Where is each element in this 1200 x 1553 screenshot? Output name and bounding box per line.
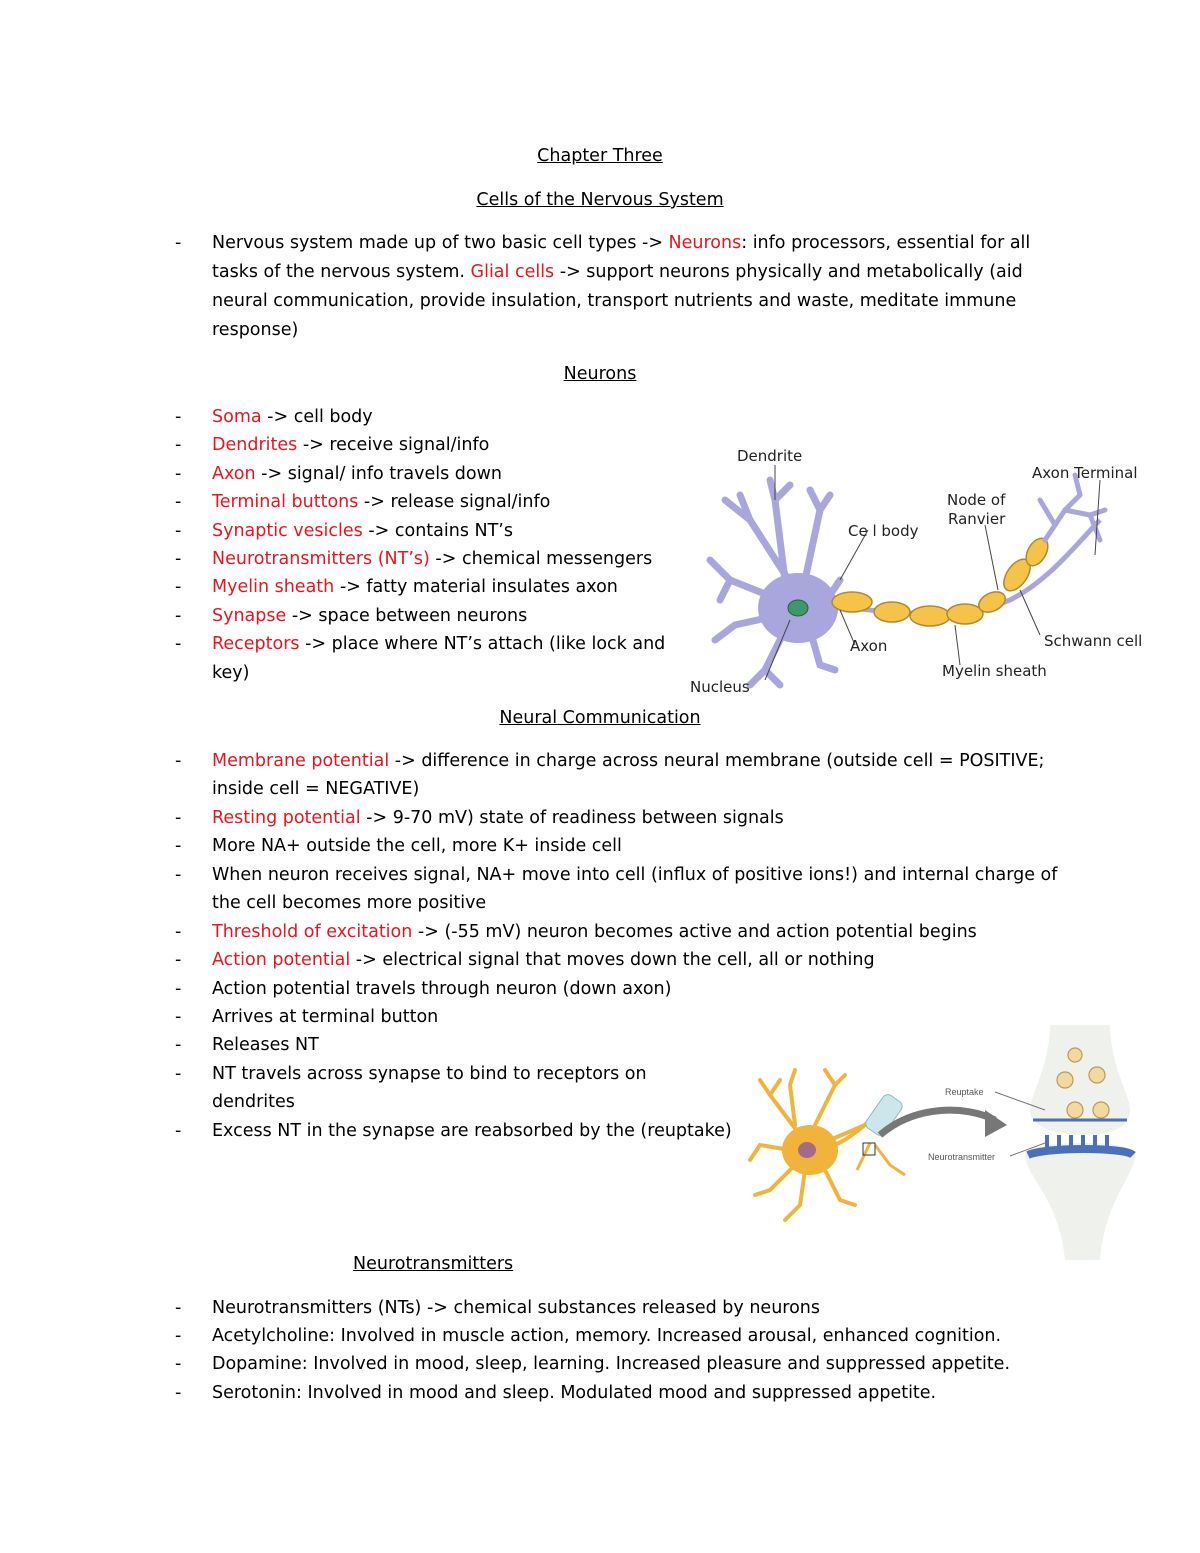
- intro-text: tasks of the nervous system.: [212, 262, 471, 282]
- bullet-dash: -: [175, 1007, 182, 1027]
- list-item: Arrives at terminal button: [212, 1007, 439, 1027]
- list-item: Action potential travels through neuron (down axon): [212, 979, 672, 999]
- label-dendrite: Dendrite: [737, 447, 803, 465]
- list-item: [212, 808, 784, 828]
- label-schwann-cell: Schwann cell: [1044, 632, 1143, 650]
- list-item: [212, 435, 489, 455]
- label-nucleus: Nucleus: [690, 678, 750, 696]
- bullet-dash: -: [175, 577, 182, 597]
- term-glial-cells: Glial cells: [470, 262, 555, 282]
- bullet-dash: -: [175, 1064, 182, 1084]
- term: Axon: [212, 464, 256, 484]
- bullet-dash: -: [175, 407, 182, 427]
- bullet-dash: -: [175, 865, 182, 885]
- section-heading-neurotransmitters: Neurotransmitters: [353, 1254, 514, 1274]
- label-axon: Axon: [850, 637, 888, 655]
- definition: -> place where NT’s attach (like lock and: [299, 634, 666, 654]
- bullet-dash: -: [175, 435, 182, 455]
- term: Synaptic vesicles: [212, 521, 363, 541]
- label-myelin-sheath: Myelin sheath: [942, 662, 1047, 680]
- list-item: Releases NT: [212, 1035, 319, 1055]
- bullet-dash: -: [175, 549, 182, 569]
- term-neurons: Neurons: [668, 233, 742, 253]
- intro-text: : info processors, essential for all: [741, 233, 1031, 253]
- term: Dendrites: [212, 435, 298, 455]
- intro-line-1: [212, 233, 1030, 253]
- bullet-dash: -: [175, 1298, 182, 1318]
- list-item: Acetylcholine: Involved in muscle action, memory. Increased arousal, enhanced cognition.: [212, 1326, 1002, 1346]
- bullet-dash: -: [175, 751, 182, 771]
- postsynaptic-cell: [1025, 1143, 1135, 1260]
- definition: -> cell body: [261, 407, 373, 427]
- myelin-sheath-segments: [832, 535, 1052, 626]
- label-ranvier: Ranvier: [948, 510, 1006, 528]
- label-neurotransmitter: Neurotransmitter: [928, 1152, 996, 1162]
- terminal-branches: [857, 1143, 905, 1175]
- nucleus: [788, 600, 808, 616]
- list-item-continuation: key): [212, 663, 250, 683]
- intro-line-3: neural communication, provide insulation, transport nutrients and waste, meditate immune: [212, 291, 1017, 311]
- bullet-dash: -: [175, 922, 182, 942]
- list-item-continuation: dendrites: [212, 1092, 295, 1112]
- definition: -> 9-70 mV) state of readiness between signals: [360, 808, 784, 828]
- intro-text: -> support neurons physically and metabolically (aid: [554, 262, 1023, 282]
- bullet-dash: -: [175, 1383, 182, 1403]
- list-item: [212, 634, 665, 654]
- definition: -> (-55 mV) neuron becomes active and action potential begins: [412, 922, 977, 942]
- label-node-of: Node of: [947, 491, 1006, 509]
- bullet-dash: -: [175, 836, 182, 856]
- bullet-dash: -: [175, 492, 182, 512]
- bullet-dash: -: [175, 634, 182, 654]
- bullet-dash: -: [175, 606, 182, 626]
- intro-line-4: response): [212, 320, 299, 340]
- list-item-continuation: the cell becomes more positive: [212, 893, 487, 913]
- definition: -> electrical signal that moves down the cell, all or nothing: [350, 950, 875, 970]
- definition: -> chemical messengers: [429, 549, 653, 569]
- list-item: [212, 407, 373, 427]
- list-item: [212, 606, 527, 626]
- synapse-diagram: [745, 1025, 1165, 1260]
- definition: -> fatty material insulates axon: [334, 577, 618, 597]
- label-cell-body: Ce l body: [848, 522, 919, 540]
- label-axon-terminal: Axon Terminal: [1032, 464, 1138, 482]
- list-item-continuation: inside cell = NEGATIVE): [212, 779, 420, 799]
- definition: -> contains NT’s: [362, 521, 513, 541]
- list-item: [212, 521, 513, 541]
- list-item: [212, 492, 550, 512]
- bullet-dash: -: [175, 233, 182, 253]
- term: Myelin sheath: [212, 577, 335, 597]
- term: Action potential: [212, 950, 351, 970]
- term: Threshold of excitation: [212, 922, 413, 942]
- bullet-dash: -: [175, 1354, 182, 1374]
- list-item: NT travels across synapse to bind to receptors on: [212, 1064, 647, 1084]
- bullet-dash: -: [175, 464, 182, 484]
- list-item: When neuron receives signal, NA+ move into cell (influx of positive ions!) and internal charge of: [212, 865, 1058, 885]
- bullet-dash: -: [175, 1121, 182, 1141]
- list-item: Serotonin: Involved in mood and sleep. Modulated mood and suppressed appetite.: [212, 1383, 937, 1403]
- list-item: [212, 950, 875, 970]
- bullet-dash: -: [175, 521, 182, 541]
- definition: -> signal/ info travels down: [255, 464, 502, 484]
- term: Soma: [212, 407, 262, 427]
- intro-line-2: [212, 262, 1023, 282]
- bullet-dash: -: [175, 1035, 182, 1055]
- term: Receptors: [212, 634, 300, 654]
- term: Synapse: [212, 606, 287, 626]
- label-reuptake: Reuptake: [945, 1087, 984, 1097]
- intro-text: Nervous system made up of two basic cell types ->: [212, 233, 669, 253]
- term: Membrane potential: [212, 751, 390, 771]
- list-item: Excess NT in the synapse are reabsorbed by the (reuptake): [212, 1121, 732, 1141]
- neuron-diagram: [680, 440, 1180, 705]
- list-item: Neurotransmitters (NTs) -> chemical substances released by neurons: [212, 1298, 821, 1318]
- term: Neurotransmitters (NT’s): [212, 549, 430, 569]
- list-item: [212, 751, 1044, 771]
- definition: -> space between neurons: [286, 606, 528, 626]
- bullet-dash: -: [175, 979, 182, 999]
- section-heading-neural-communication: Neural Communication: [499, 708, 701, 728]
- bullet-dash: -: [175, 950, 182, 970]
- term: Resting potential: [212, 808, 361, 828]
- definition: -> difference in charge across neural membrane (outside cell = POSITIVE;: [389, 751, 1045, 771]
- zoom-arrow-head: [985, 1110, 1007, 1137]
- chapter-title: Chapter Three: [537, 146, 663, 166]
- bullet-dash: -: [175, 1326, 182, 1346]
- bullet-dash: -: [175, 808, 182, 828]
- section-heading-cells: Cells of the Nervous System: [476, 190, 724, 210]
- definition: -> release signal/info: [358, 492, 551, 512]
- list-item: [212, 549, 652, 569]
- definition: -> receive signal/info: [297, 435, 490, 455]
- axon-terminal-branches: [1040, 475, 1105, 540]
- section-heading-neurons: Neurons: [563, 364, 637, 384]
- list-item: [212, 922, 977, 942]
- orange-nucleus: [798, 1142, 816, 1158]
- list-item: Dopamine: Involved in mood, sleep, learning. Increased pleasure and suppressed appetite.: [212, 1354, 1011, 1374]
- list-item: [212, 577, 618, 597]
- list-item: [212, 464, 502, 484]
- list-item: More NA+ outside the cell, more K+ inside cell: [212, 836, 622, 856]
- term: Terminal buttons: [212, 492, 359, 512]
